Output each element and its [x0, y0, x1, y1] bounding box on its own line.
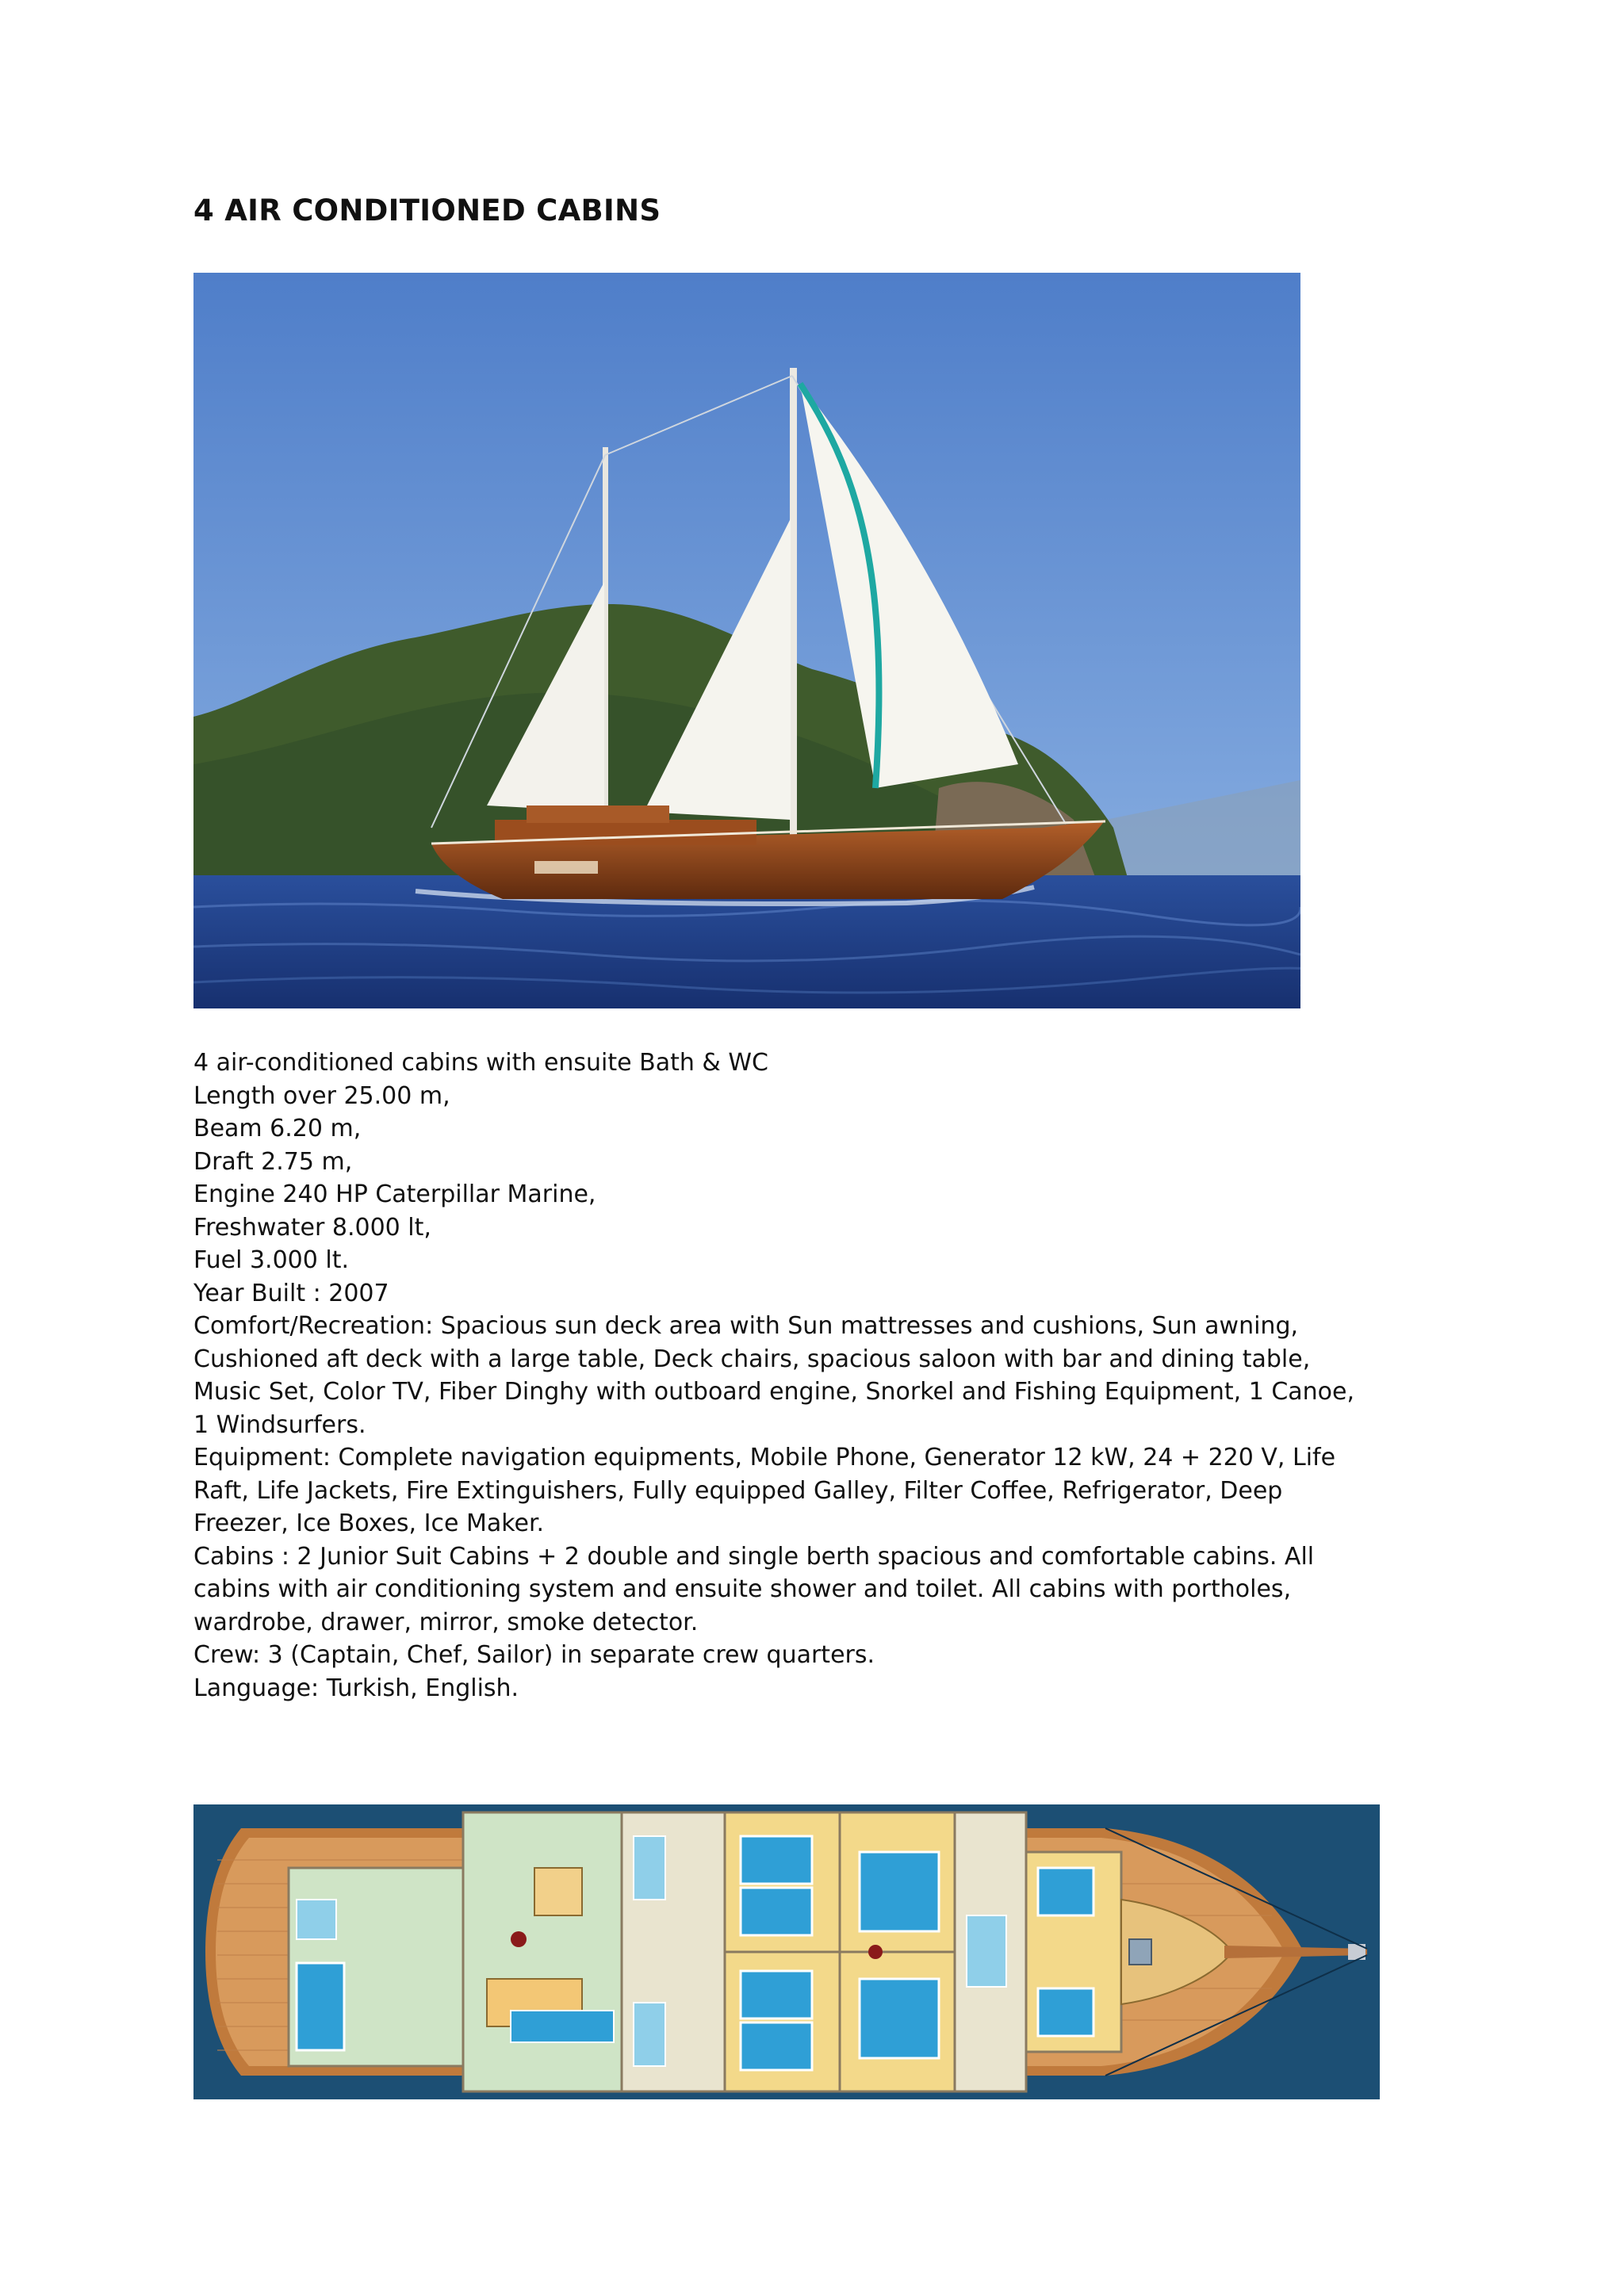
spec-cabins: 4 air-conditioned cabins with ensuite Bath & WC [193, 1049, 768, 1077]
yacht-specifications [193, 1047, 1367, 1705]
spec-crew: Crew: 3 (Captain, Chef, Sailor) in separate crew quarters. [193, 1641, 875, 1669]
deck-plan-diagram-icon [193, 1804, 1380, 2099]
spec-equipment: Equipment: Complete navigation equipments, Mobile Phone, Generator 12 kW, 24 + 220 V, Life Raft, Life Jackets, Fire Extinguishers, Fully equipped Galley, Filter Coffee, Refrigerator, Deep Freezer, Ice Boxes, Ice Maker. [193, 1444, 1336, 1537]
spec-comfort: Comfort/Recreation: Spacious sun deck area with Sun mattresses and cushions, Sun awning, Cushioned aft deck with a large table, Deck chairs, spacious saloon with bar and dining table, Music Set, Color TV, Fiber Dinghy with outboard engine, Snorkel and Fishing Equipment, 1 Canoe, 1 Windsurfers. [193, 1312, 1355, 1439]
spec-length: Length over 25.00 m, [193, 1081, 450, 1110]
spec-freshwater: Freshwater 8.000 lt, [193, 1213, 431, 1242]
sailing-yacht-photo-icon [193, 273, 1300, 1008]
spec-beam: Beam 6.20 m, [193, 1115, 362, 1142]
page-title: 4 AIR CONDITIONED CABINS [193, 193, 661, 228]
deck-plan [193, 1804, 1380, 2099]
spec-year-built: Year Built : 2007 [193, 1279, 389, 1307]
spec-engine: Engine 240 HP Caterpillar Marine, [193, 1181, 596, 1208]
spec-cabin-details: Cabins : 2 Junior Suit Cabins + 2 double and single berth spacious and comfortable cabins. All cabins with air conditioning system and ensuite shower and toilet. All cabins with portholes, wardrobe, drawer, mirror, smoke detector. [193, 1542, 1315, 1636]
spec-language: Language: Turkish, English. [193, 1674, 519, 1702]
yacht-photo [193, 273, 1300, 1008]
spec-fuel: Fuel 3.000 lt. [193, 1246, 350, 1274]
spec-draft: Draft 2.75 m, [193, 1147, 353, 1176]
